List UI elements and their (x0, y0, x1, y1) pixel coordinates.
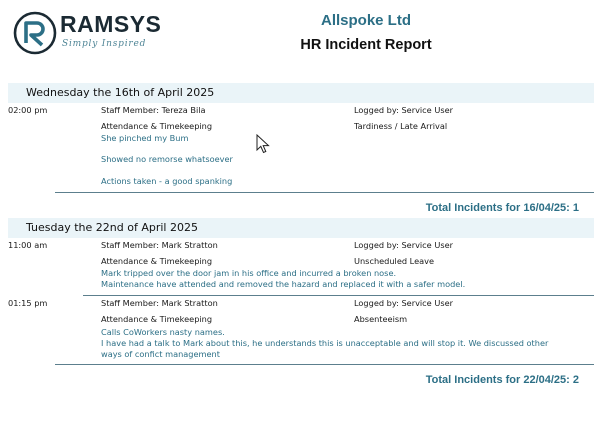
incident-type: Absenteeism (354, 314, 408, 324)
incident-type: Unscheduled Leave (354, 256, 435, 266)
incident-note: Calls CoWorkers nasty names. (101, 327, 225, 337)
day-heading: Wednesday the 16th of April 2025 (26, 86, 215, 99)
incident-total: Total Incidents for 16/04/25: 1 (425, 202, 579, 214)
company-name: Allspoke Ltd (320, 12, 411, 29)
incident-note: Showed no remorse whatsoever (101, 154, 233, 164)
incident-note: Maintenance have attended and removed the hazard and replaced it with a safer model. (101, 279, 466, 289)
incident-total: Total Incidents for 22/04/25: 2 (425, 374, 579, 386)
staff-member: Staff Member: Mark Stratton (101, 298, 218, 308)
incident-note: Actions taken - a good spanking (101, 176, 233, 186)
staff-member: Staff Member: Mark Stratton (101, 240, 218, 250)
logo-name: RAMSYS (60, 11, 162, 37)
section-divider (55, 192, 594, 193)
staff-member: Staff Member: Tereza Bila (101, 105, 206, 115)
incident-category: Attendance & Timekeeping (101, 121, 213, 131)
ramsys-logo (12, 10, 162, 56)
incident-category: Attendance & Timekeeping (101, 314, 213, 324)
entry-time: 01:15 pm (8, 298, 48, 308)
mouse-pointer-icon (256, 134, 270, 154)
incident-note: I have had a talk to Mark about this, he understands this is unacceptable and will stop it. We discussed other (101, 338, 549, 348)
logo-tagline: Simply Inspired (62, 39, 147, 49)
day-header (8, 218, 594, 238)
logged-by: Logged by: Service User (354, 298, 453, 308)
incident-category: Attendance & Timekeeping (101, 256, 213, 266)
section-divider (55, 364, 594, 365)
logged-by: Logged by: Service User (354, 240, 453, 250)
incident-note: Mark tripped over the door jam in his office and incurred a broken nose. (101, 268, 397, 278)
day-header (8, 83, 594, 103)
incident-note: She pinched my Bum (101, 133, 189, 143)
entry-divider (83, 295, 594, 296)
incident-type: Tardiness / Late Arrival (354, 121, 448, 131)
day-heading: Tuesday the 22nd of April 2025 (26, 221, 198, 234)
incident-note: ways of confict management (101, 349, 220, 359)
logged-by: Logged by: Service User (354, 105, 453, 115)
report-title: HR Incident Report (300, 37, 432, 53)
entry-time: 11:00 am (8, 240, 48, 250)
entry-time: 02:00 pm (8, 105, 48, 115)
ramsys-logo-icon (12, 10, 58, 56)
